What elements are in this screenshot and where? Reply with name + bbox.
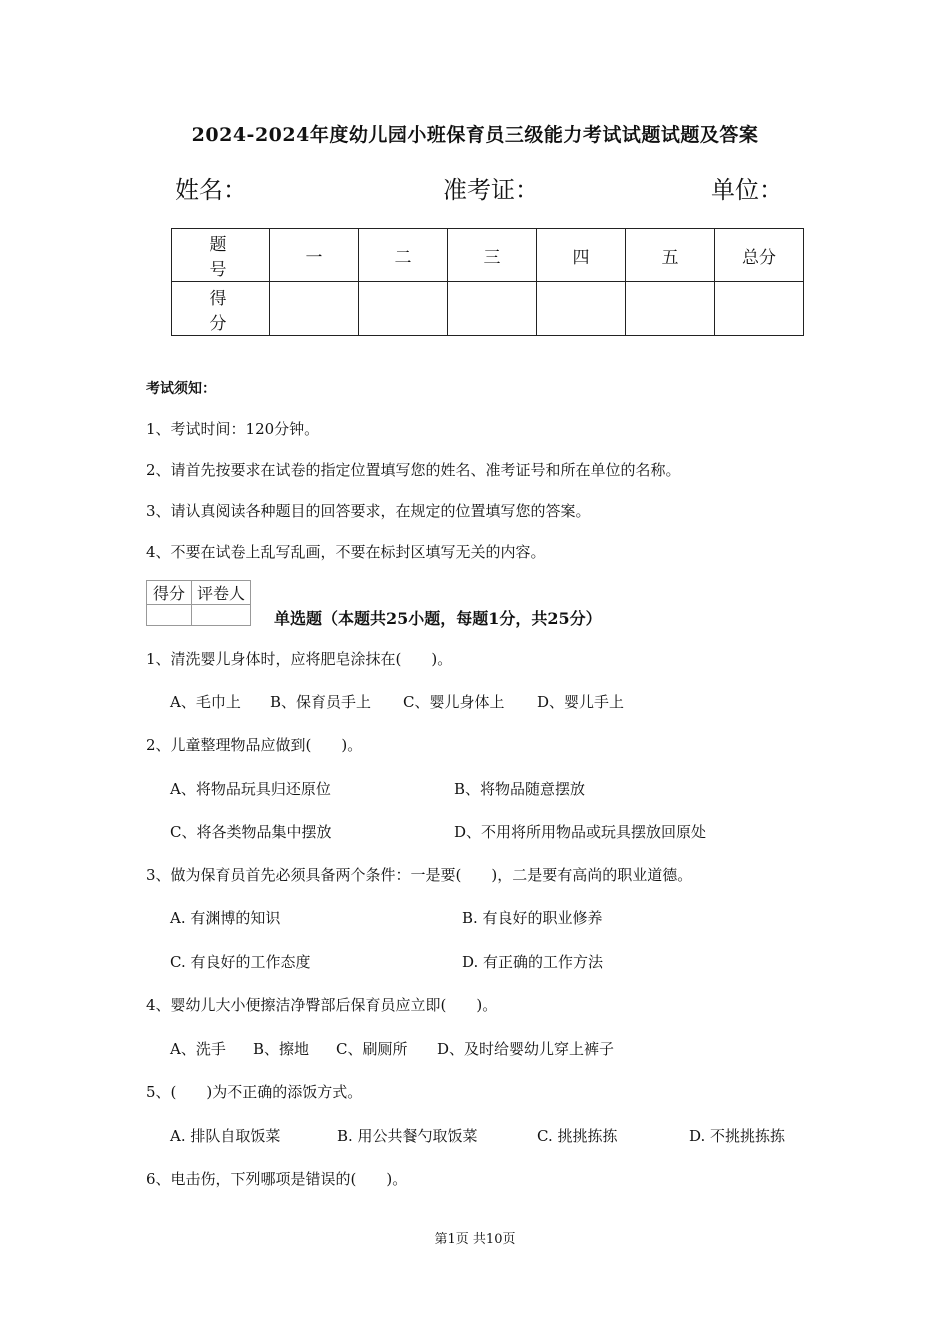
option: C. 挑挑拣拣 <box>537 1127 618 1145</box>
option: A、毛巾上 <box>170 693 241 711</box>
name-label: 姓名： <box>175 176 247 204</box>
score-table-header-row <box>172 229 804 282</box>
question: 3、做为保育员首先必须具备两个条件：一是要( )，二是要有高尚的职业道德。 <box>146 866 693 884</box>
page-footer: 第1页 共10页 <box>434 1232 516 1247</box>
option: B、擦地 <box>253 1040 310 1058</box>
score-table-col-5: 五 <box>626 229 715 282</box>
option: A. 排队自取饭菜 <box>170 1127 281 1145</box>
option: A、洗手 <box>170 1040 226 1058</box>
option: D. 有正确的工作方法 <box>462 953 604 971</box>
question: 1、清洗婴儿身体时，应将肥皂涂抹在( )。 <box>146 650 453 668</box>
question: 5、( )为不正确的添饭方式。 <box>146 1083 363 1101</box>
question: 2、儿童整理物品应做到( )。 <box>146 736 363 754</box>
note-item: 2、请首先按要求在试卷的指定位置填写您的姓名、准考证号和所在单位的名称。 <box>146 461 681 479</box>
score-table-col-total: 总分 <box>715 229 804 282</box>
question: 6、电击伤，下列哪项是错误的( )。 <box>146 1170 408 1188</box>
score-table-score-label: 得 分 <box>172 282 270 336</box>
grader-score-cell <box>147 605 192 626</box>
option: B. 有良好的职业修养 <box>462 909 603 927</box>
grader-score-label: 得分 <box>147 581 192 605</box>
option: B. 用公共餐勺取饭菜 <box>337 1127 478 1145</box>
unit-label: 单位： <box>711 176 783 204</box>
score-table-header-label: 题 号 <box>172 229 270 282</box>
option: A. 有渊博的知识 <box>170 909 281 927</box>
score-cell <box>359 282 448 336</box>
option: C、刷厕所 <box>336 1040 408 1058</box>
score-table-col-4: 四 <box>537 229 626 282</box>
option: D、婴儿手上 <box>537 693 625 711</box>
grader-name-label: 评卷人 <box>192 581 251 605</box>
exam-id-label: 准考证： <box>443 176 539 204</box>
note-item: 3、请认真阅读各种题目的回答要求，在规定的位置填写您的答案。 <box>146 502 591 520</box>
notes-title: 考试须知： <box>146 381 216 397</box>
score-cell <box>537 282 626 336</box>
score-cell <box>270 282 359 336</box>
note-item: 1、考试时间：120分钟。 <box>146 420 320 438</box>
score-cell <box>626 282 715 336</box>
option: B、将物品随意摆放 <box>454 780 586 798</box>
score-table-col-2: 二 <box>359 229 448 282</box>
score-table-col-3: 三 <box>448 229 537 282</box>
option: C、将各类物品集中摆放 <box>170 823 332 841</box>
score-cell <box>448 282 537 336</box>
option: B、保育员手上 <box>270 693 372 711</box>
option: A、将物品玩具归还原位 <box>170 780 331 798</box>
question: 4、婴幼儿大小便擦洁净臀部后保育员应立即( )。 <box>146 996 498 1014</box>
document-title: 2024-2024年度幼儿园小班保育员三级能力考试试题试题及答案 <box>191 124 759 146</box>
option: D、及时给婴幼儿穿上裤子 <box>437 1040 615 1058</box>
option: D. 不挑挑拣拣 <box>689 1127 786 1145</box>
section-title: 单选题（本题共25小题，每题1分，共25分） <box>274 609 602 628</box>
score-table-col-1: 一 <box>270 229 359 282</box>
score-table-score-row <box>172 282 804 336</box>
score-table <box>171 228 804 336</box>
note-item: 4、不要在试卷上乱写乱画，不要在标封区填写无关的内容。 <box>146 543 546 561</box>
grader-box <box>146 580 251 626</box>
option: D、不用将所用物品或玩具摆放回原处 <box>454 823 707 841</box>
option: C. 有良好的工作态度 <box>170 953 311 971</box>
option: C、婴儿身体上 <box>403 693 505 711</box>
score-cell <box>715 282 804 336</box>
grader-name-cell <box>192 605 251 626</box>
